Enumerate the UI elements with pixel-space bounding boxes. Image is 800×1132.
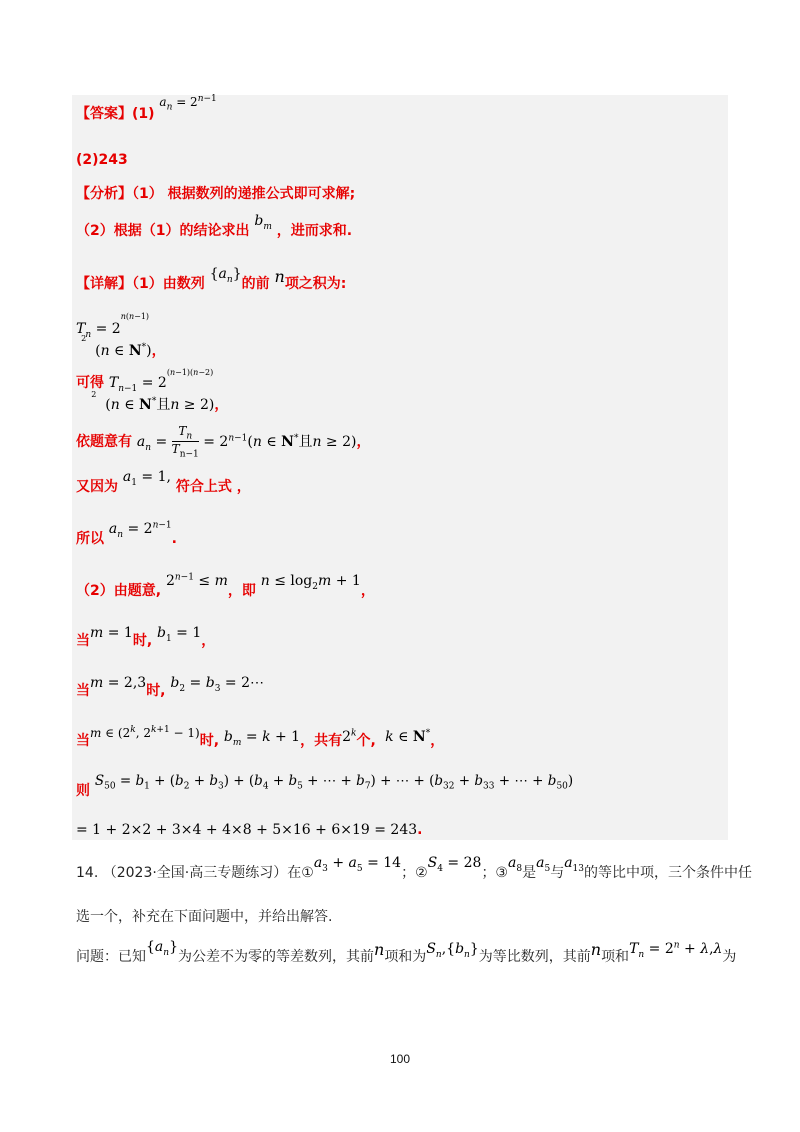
q14-mid4: 项和 [601, 949, 630, 965]
detail-text1: （1）由数列 [132, 276, 205, 292]
ge: 个, [356, 733, 376, 749]
period: . [417, 822, 423, 838]
part2-prefix: （2）由题意, [76, 583, 162, 599]
q14-cond3b: $a_5$ [536, 855, 551, 874]
analysis-text1: （1） 根据数列的递推公式即可求解; [132, 186, 356, 202]
answer-label: 【答案】 [76, 106, 132, 122]
keyi-label: 可得 [76, 375, 104, 391]
comma: ， [214, 396, 229, 413]
q14-line3 [76, 939, 737, 968]
shi: 时, [199, 733, 220, 749]
analysis-text2-prefix: （2）根据（1）的结论求出 [76, 223, 250, 239]
part2-ji: ，即 [227, 583, 256, 599]
tn-expr: $T_n = 2^{n(n-1) 2}$ (n ∈ N*) [76, 312, 152, 359]
q14-line1 [76, 855, 752, 884]
q14-cond3a: $a_8$ [508, 855, 523, 874]
case2-line [76, 675, 264, 702]
answer-part2: (2)243 [76, 152, 128, 168]
q14-mid1: 为公差不为零的等差数列，其前 [178, 949, 374, 965]
detail-text1-suffix: 项之积为: [284, 276, 347, 292]
yiti-label: 依题意有 [76, 433, 132, 450]
q14-tn: $T_n = 2^n + \lambda,\lambda$ [629, 940, 723, 960]
gong: ，共有 [300, 733, 343, 749]
case1-line [76, 625, 216, 652]
detail-label: 【详解】 [76, 276, 132, 292]
comma: ， [430, 733, 445, 749]
shi: 时, [146, 683, 166, 699]
period: . [171, 531, 177, 547]
dang: 当 [76, 633, 90, 649]
sum-expr: $S_{50} = b_1 + (b_2 + b_3) + (b_4 + b_5$ + ⋯ + $b_7$) + ⋯ + ($b_{32} + b_{33}$ + ⋯ + $b_{50}$) [94, 773, 574, 792]
q14-cond3c: $a_{13}$ [564, 855, 584, 874]
comma: ， [151, 342, 166, 359]
q14-yu: 与 [550, 865, 565, 881]
q14-cond1: $a_3 + a_5 = 14$ [313, 855, 402, 874]
q14-tail: 的等比中项，三个条件中任 [584, 865, 752, 881]
detail-n: n [274, 267, 285, 286]
case3-k: k ∈ N* [385, 728, 431, 745]
q14-n2: n [590, 940, 602, 959]
q14-cond2: $S_4 = 28$ [427, 855, 482, 874]
ze: 则 [76, 783, 90, 799]
comma: ， [201, 633, 216, 649]
case3-val: $b_m = k + 1$ [223, 729, 301, 748]
q14-prefix: 问题：已知 [76, 949, 146, 965]
sum-line [76, 773, 574, 802]
sum-result: = 1 + 2×2 + 3×4 + 4×8 + 5×16 + 6×19 = 243 [76, 822, 418, 838]
q14-source: （2023·全国·高三专题练习）在① [102, 865, 314, 881]
q14-mid2: 项和为 [384, 949, 427, 965]
q14-line2: 选一个，补充在下面问题中，并给出解答. [76, 909, 333, 925]
detail-an-set: $\{a_n\}$ [209, 266, 242, 285]
answer-formula: $a_n = 2^{n-1}$ [159, 94, 217, 113]
an-derivation-expr: $a_n$ = $\frac{T_n}{T_{n-1}}$ = $2^{n-1}(n$ ∈ N*且n ≥ 2) [136, 424, 357, 460]
q14-an: $\{a_n\}$ [146, 939, 178, 958]
case2-val: $b_2 = b_3$ = 2⋯ [170, 675, 264, 694]
q14-mid3: 为等比数列，其前 [478, 949, 591, 965]
case1-val: $b_1 = 1$ [157, 625, 202, 644]
answer-line [76, 94, 217, 124]
shi: 时, [132, 633, 153, 649]
analysis-line1 [76, 183, 355, 203]
q14-shi: 是 [522, 865, 537, 881]
a1-line [76, 469, 251, 498]
q14-sn: $S_n,\{b_n\}$ [426, 941, 479, 960]
detail-line1 [76, 266, 347, 295]
youyin-label: 又因为 [76, 479, 118, 495]
dang: 当 [76, 733, 90, 749]
a1-expr: $a_1 = 1$, [122, 469, 171, 488]
suoyi-expr: $a_n = 2^{n-1}$ [108, 520, 172, 540]
analysis-line2 [76, 213, 353, 242]
answer-part1-num: (1) [132, 106, 155, 122]
q14-sep: ；③ [481, 865, 508, 881]
analysis-text2-suffix: ，进而求和. [276, 223, 353, 239]
q14-sep: ；② [401, 865, 428, 881]
case2-cond: m = 2,3 [90, 675, 147, 691]
case1-cond: m = 1 [90, 625, 133, 641]
tn1-expr: $T_{n-1} = 2^{(n-1)(n-2) 2}$ (n ∈ N*且n ≥ 2) [76, 368, 215, 413]
q14-n1: n [374, 940, 385, 959]
case3-line [76, 725, 445, 752]
suoyi-label: 所以 [76, 531, 104, 547]
analysis-bm: $b_m$ [254, 213, 272, 232]
sum-result-line [76, 822, 422, 838]
youyin-suffix: 符合上式 ， [175, 479, 251, 495]
q14-number: 14. [76, 865, 99, 881]
an-derivation-line [76, 424, 370, 460]
case3-count: 2$^k$ [342, 728, 357, 745]
part2-ineq2: $n \le \log_2m + 1$ [260, 573, 361, 592]
detail-text1-mid: 的前 [241, 276, 270, 292]
comma: ， [356, 433, 371, 450]
analysis-label: 【分析】 [76, 186, 132, 202]
tn1-line [76, 368, 229, 414]
suoyi-line [76, 520, 177, 550]
case3-cond: m ∈ (2$^k$, $2^{k+1} - 1$) [90, 725, 200, 740]
page-number: 100 [389, 1052, 411, 1066]
tn-formula [76, 312, 166, 360]
part2-line1 [76, 572, 375, 602]
comma: ， [360, 583, 375, 599]
q14-end: 为 [722, 949, 737, 965]
part2-ineq: $2^{n-1} \le m$ [165, 572, 228, 589]
dang: 当 [76, 683, 90, 699]
